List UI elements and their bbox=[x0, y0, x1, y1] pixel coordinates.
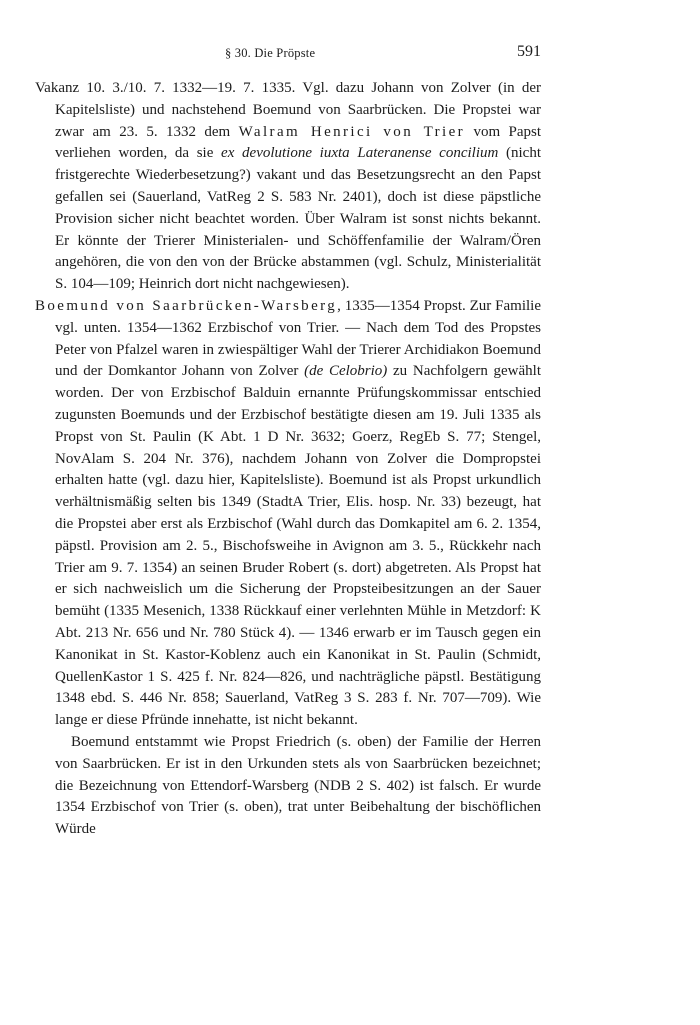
entry-text: Vakanz 10. 3./10. 7. 1332—19. 7. 1335. Vgl. dazu Johann von Zolver (in der Kapitelsliste) und nachstehend Boemund von Saarbrücken. Die Propstei war zwar am 23. 5. 1332 dem bbox=[35, 80, 541, 140]
entry-text: (nicht fristgerechte Wiederbesetzung?) vakant und das Besetzungsrecht an den Papst gefallen sei (Sauerland, VatReg 2 S. 583 Nr. 2401), doch ist diese päpstliche Provision sicher nicht beachtet worden. Über Walram ist sonst nichts bekannt. Er könnte der Trierer Ministerialen- und Schöffenfamilie der Walram/Ören angehören, die von den von der Brücke abstammen (vgl. Schulz, Ministerialität S. 104—109; Heinrich dort nicht nachgewiesen). bbox=[55, 145, 541, 293]
latin-phrase: ex devolutione iuxta Lateranense concilium bbox=[221, 145, 499, 162]
person-name: Boemund von Saarbrücken-Warsberg bbox=[35, 297, 338, 314]
paragraph-family: Boemund entstammt wie Propst Friedrich (s. oben) der Familie der Herren von Saarbrücken. Er ist in den Urkunden stets als von Saarbrücken bezeichnet; die Bezeichnung von Ettendorf-Warsberg (NDB 2 S. 402) ist falsch. Er wurde 1354 Erzbischof von Trier (s. oben), trat unter Beibehaltung der bischöflichen Würde bbox=[55, 733, 541, 838]
entry-text: , 1335—1354 Propst. Zur Familie vgl. unten. 1354—1362 Erzbischof von Trier. — Nach dem Tod des Propstes Peter von Pfalzel waren in zwiespältiger Wahl der Trierer Archidiakon Boemund und der Domkantor Johann von Zolver bbox=[55, 297, 541, 380]
section-title: § 30. Die Pröpste bbox=[225, 46, 316, 60]
book-page bbox=[35, 40, 541, 841]
running-header bbox=[35, 40, 541, 62]
entry-vakanz bbox=[35, 78, 541, 296]
latin-phrase: (de Celobrio) bbox=[304, 363, 388, 380]
person-name: Walram Henrici von Trier bbox=[238, 123, 466, 140]
entry-text: vom Papst verliehen worden, da sie bbox=[55, 123, 541, 162]
page-number: 591 bbox=[517, 43, 541, 60]
entry-text: zu Nachfolgern gewählt worden. Der von Erzbischof Balduin ernannte Prüfungskommissar entschied zugunsten Boemunds und der Erzbischof bestätigte diesen am 19. Juli 1335 als Propst von St. Paulin (K Abt. 1 D Nr. 3632; Goerz, RegEb S. 77; Stengel, NovAlam S. 204 Nr. 376), nachdem Johann von Zolver die Dompropstei erhalten hatte (vgl. dazu hier, Kapitelsliste). Boemund ist als Propst urkundlich verhältnismäßig selten bis 1349 (StadtA Trier, Elis. hosp. Nr. 33) bezeugt, hat die Propstei aber erst als Erzbischof (Wahl durch das Domkapitel am 6. 2. 1354, päpstl. Provision am 2. 5., Bischofsweihe in Avignon am 3. 5., Rückkehr nach Trier am 9. 7. 1354) an seinen Bruder Robert (s. dort) abgetreten. Als Propst hat er sich nachweislich um die Sicherung der Propsteibesitzungen an der Sauer bemüht (1335 Mesenich, 1338 Rückkauf einer verlehnten Mühle in Metzdorf: K Abt. 213 Nr. 656 und Nr. 780 Stück 4). — 1346 erwarb er im Tausch gegen ein Kanonikat in St. Kastor-Koblenz auch ein Kanonikat in St. Paulin (Schmidt, QuellenKastor 1 S. 425 f. Nr. 824—826, und nachträgliche päpstl. Bestätigung 1348 ebd. S. 446 Nr. 858; Sauerland, VatReg 3 S. 283 f. Nr. 707—709). Wie lange er diese Pfründe innehatte, ist nicht bekannt. bbox=[55, 363, 542, 729]
entry-boemund bbox=[35, 296, 541, 732]
